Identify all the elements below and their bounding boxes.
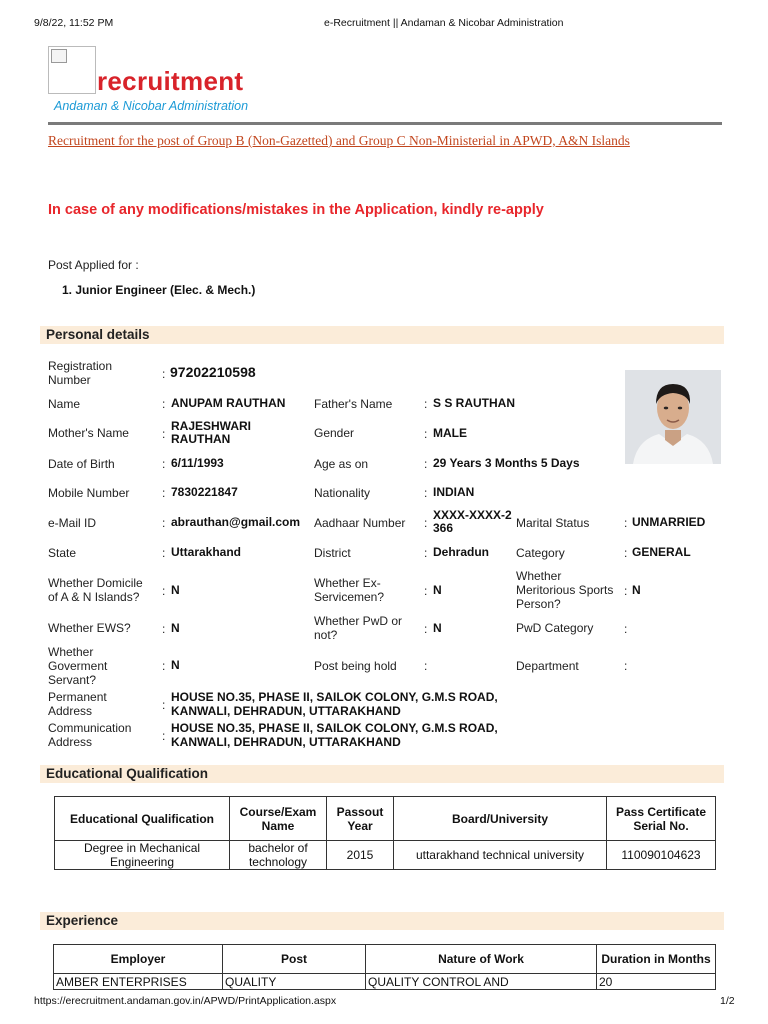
colon: :: [424, 584, 428, 598]
category-label: Category: [516, 546, 565, 560]
colon: :: [424, 457, 428, 471]
table-cell: Degree in Mechanical Engineering: [55, 841, 230, 870]
table-cell: QUALITY: [223, 974, 366, 990]
email-label: e-Mail ID: [48, 516, 97, 530]
colon: :: [162, 397, 166, 411]
table-cell: bachelor of technology: [230, 841, 327, 870]
colon: :: [162, 367, 166, 381]
state-value: Uttarakhand: [171, 545, 242, 559]
nationality-value: INDIAN: [433, 485, 475, 499]
colon: :: [424, 622, 428, 636]
section-experience: [40, 912, 724, 930]
applicant-photo: [625, 370, 721, 464]
post-hold-label: Post being hold: [314, 659, 397, 673]
column-header: Duration in Months: [597, 945, 716, 974]
gender-value: MALE: [433, 426, 467, 440]
district-value: Dehradun: [433, 545, 490, 559]
table-row: [54, 974, 716, 990]
marital-label: Marital Status: [516, 516, 590, 530]
education-table: [54, 796, 716, 870]
sports-label: Whether Meritorious Sports Person?: [516, 569, 614, 611]
father-value: S S RAUTHAN: [433, 396, 516, 410]
logo-wordmark: recruitment: [97, 66, 244, 96]
recruitment-title: Recruitment for the post of Group B (Non-Gazetted) and Group C Non-Ministerial in APWD, A&N Islands: [48, 133, 630, 148]
table-cell: 110090104623: [607, 841, 716, 870]
column-header: Passout Year: [327, 797, 394, 841]
column-header: Post: [223, 945, 366, 974]
permanent-address-label: Permanent Address: [48, 690, 107, 718]
pwd-category-label: PwD Category: [516, 621, 594, 635]
communication-address-value: HOUSE NO.35, PHASE II, SAILOK COLONY, G.M.S ROAD, KANWALI, DEHRADUN, UTTARAKHAND: [171, 721, 498, 749]
ews-value: N: [171, 621, 180, 635]
mobile-value: 7830221847: [171, 485, 238, 499]
domicile-label: Whether Domicile of A & N Islands?: [48, 576, 143, 604]
colon: :: [424, 397, 428, 411]
colon: :: [424, 486, 428, 500]
age-label: Age as on: [314, 457, 369, 471]
district-label: District: [314, 546, 351, 560]
colon: :: [162, 427, 166, 441]
table-header-row: [54, 945, 716, 974]
exservice-value: N: [433, 583, 442, 597]
print-page-number: 1/2: [720, 995, 735, 1007]
print-url[interactable]: https://erecruitment.andaman.gov.in/APWD/PrintApplication.aspx: [34, 995, 337, 1007]
aadhaar-value: XXXX-XXXX-2366: [433, 508, 512, 535]
registration-value: 97202210598: [170, 364, 256, 380]
state-label: State: [48, 546, 77, 560]
colon: :: [424, 516, 428, 530]
logo-image-placeholder: [48, 46, 96, 94]
colon: :: [424, 546, 428, 560]
post-applied-label: Post Applied for :: [48, 258, 139, 272]
colon: :: [624, 622, 628, 636]
column-header: Nature of Work: [366, 945, 597, 974]
email-value: abrauthan@gmail.com: [171, 515, 301, 529]
mother-label: Mother's Name: [48, 426, 129, 440]
pwd-value: N: [433, 621, 442, 635]
department-label: Department: [516, 659, 579, 673]
reapply-warning: In case of any modifications/mistakes in the Application, kindly re-apply: [48, 202, 544, 218]
name-value: ANUPAM RAUTHAN: [171, 396, 286, 410]
father-label: Father's Name: [314, 397, 393, 411]
column-header: Pass Certificate Serial No.: [607, 797, 716, 841]
colon: :: [424, 427, 428, 441]
govt-label: Whether Goverment Servant?: [48, 645, 108, 687]
aadhaar-label: Aadhaar Number: [314, 516, 406, 530]
post-applied-item: 1. Junior Engineer (Elec. & Mech.): [62, 283, 256, 297]
table-cell: 2015: [327, 841, 394, 870]
table-header-row: [55, 797, 716, 841]
colon: :: [624, 546, 628, 560]
table-cell: uttarakhand technical university: [394, 841, 607, 870]
colon: :: [162, 486, 166, 500]
section-title: Educational Qualification: [46, 766, 209, 781]
mother-value: RAJESHWARI RAUTHAN: [171, 419, 252, 446]
permanent-address-value: HOUSE NO.35, PHASE II, SAILOK COLONY, G.M.S ROAD, KANWALI, DEHRADUN, UTTARAKHAND: [171, 690, 498, 718]
table-cell: AMBER ENTERPRISES: [54, 974, 223, 990]
print-datetime: 9/8/22, 11:52 PM: [34, 17, 114, 29]
colon: :: [162, 584, 166, 598]
ews-label: Whether EWS?: [48, 621, 131, 635]
colon: :: [162, 516, 166, 530]
colon: :: [624, 584, 628, 598]
communication-address-label: Communication Address: [48, 721, 132, 749]
section-personal-details: [40, 326, 724, 344]
table-cell: QUALITY CONTROL AND: [366, 974, 597, 990]
sports-value: N: [632, 583, 641, 597]
category-value: GENERAL: [632, 545, 691, 559]
section-educational-qualification: [40, 765, 724, 783]
colon: :: [162, 546, 166, 560]
column-header: Employer: [54, 945, 223, 974]
logo-subtitle: Andaman & Nicobar Administration: [54, 99, 249, 113]
broken-image-icon: [51, 49, 67, 63]
colon: :: [162, 729, 166, 743]
table-cell: 20: [597, 974, 716, 990]
table-row: [55, 841, 716, 870]
applicant-photo-icon: [625, 370, 721, 464]
govt-value: N: [171, 658, 180, 672]
mobile-label: Mobile Number: [48, 486, 130, 500]
colon: :: [424, 659, 428, 673]
name-label: Name: [48, 397, 81, 411]
column-header: Board/University: [394, 797, 607, 841]
colon: :: [162, 698, 166, 712]
colon: :: [624, 516, 628, 530]
experience-table: [53, 944, 716, 990]
colon: :: [162, 659, 166, 673]
section-title: Experience: [46, 913, 119, 928]
colon: :: [162, 457, 166, 471]
column-header: Educational Qualification: [55, 797, 230, 841]
gender-label: Gender: [314, 426, 355, 440]
pwd-label: Whether PwD or not?: [314, 614, 403, 642]
section-title: Personal details: [46, 327, 150, 342]
header-divider: [48, 122, 722, 125]
column-header: Course/Exam Name: [230, 797, 327, 841]
registration-label: Registration Number: [48, 359, 113, 387]
marital-value: UNMARRIED: [632, 515, 706, 529]
exservice-label: Whether Ex-Servicemen?: [314, 576, 385, 604]
domicile-value: N: [171, 583, 180, 597]
colon: :: [162, 622, 166, 636]
print-page-title: e-Recruitment || Andaman & Nicobar Administration: [324, 17, 564, 29]
colon: :: [624, 659, 628, 673]
age-value: 29 Years 3 Months 5 Days: [433, 456, 580, 470]
dob-label: Date of Birth: [48, 457, 115, 471]
nationality-label: Nationality: [314, 486, 371, 500]
dob-value: 6/11/1993: [171, 456, 224, 470]
